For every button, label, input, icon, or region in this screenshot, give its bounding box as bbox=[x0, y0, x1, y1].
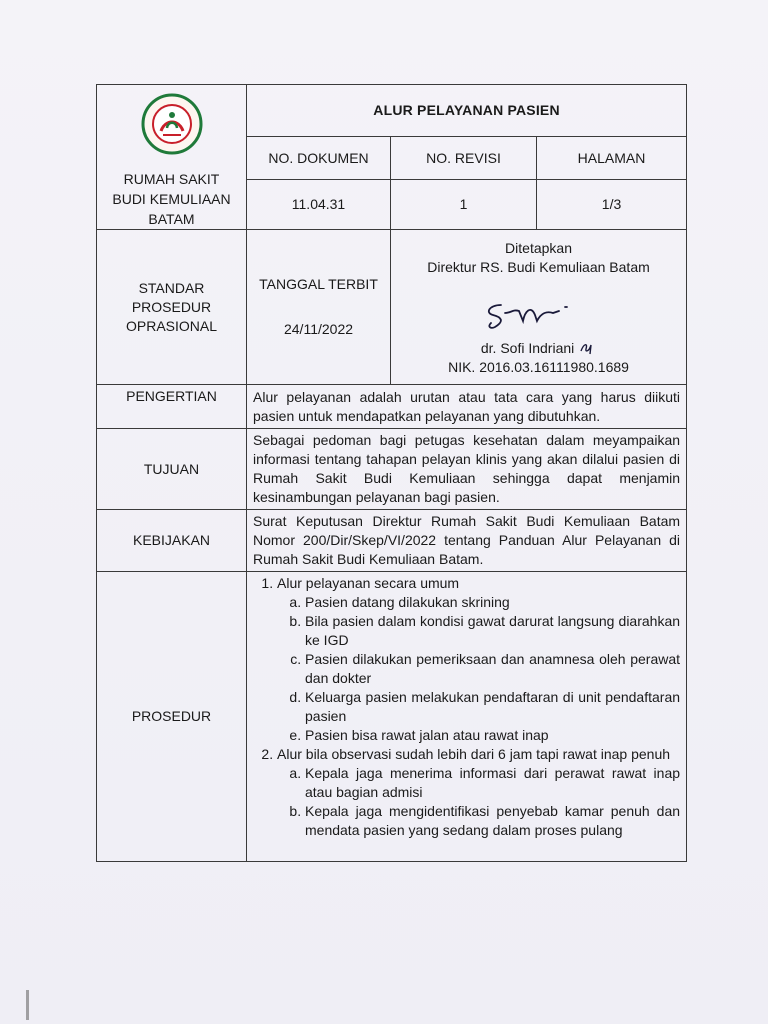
pengertian-text: Alur pelayanan adalah urutan atau tata cara yang harus diikuti pasien untuk mendapatkan pelayanan yang dibutuhkan. bbox=[247, 385, 687, 429]
director-signature bbox=[479, 291, 599, 337]
tujuan-label: TUJUAN bbox=[97, 429, 247, 510]
signer-nik: NIK. 2016.03.16111980.1689 bbox=[448, 359, 629, 375]
prosedur-step-1e: e. Pasien bisa rawat jalan atau rawat inap bbox=[305, 726, 680, 745]
direktur-text: Direktur RS. Budi Kemuliaan Batam bbox=[427, 259, 650, 275]
sop-label-line-2: PROSEDUR bbox=[131, 298, 212, 315]
tujuan-text: Sebagai pedoman bagi petugas kesehatan dalam meyampaikan informasi tentang tahapan pelayan klinis yang akan dilalui pasien di Rumah Sakit Budi Kemuliaan sehingga dapat menjamin kesinambungan pelayanan bagi pasien. bbox=[247, 429, 687, 510]
prosedur-step-1-sublist bbox=[277, 593, 680, 745]
halaman-value: 1/3 bbox=[537, 180, 687, 230]
prosedur-step-2-text: Alur bila observasi sudah lebih dari 6 jam tapi rawat inap penuh bbox=[277, 746, 671, 762]
no-dokumen-label: NO. DOKUMEN bbox=[247, 136, 391, 180]
no-revisi-value: 1 bbox=[391, 180, 537, 230]
prosedur-step-1b: b. Bila pasien dalam kondisi gawat darurat langsung diarahkan ke IGD bbox=[305, 612, 680, 650]
prosedur-content bbox=[247, 572, 687, 862]
hospital-name-line-1: RUMAH SAKIT bbox=[123, 171, 220, 187]
prosedur-step-1a: a. Pasien datang dilakukan skrining bbox=[305, 593, 680, 612]
hospital-name-line-2: BUDI KEMULIAAN bbox=[112, 191, 231, 207]
no-dokumen-value: 11.04.31 bbox=[247, 180, 391, 230]
signer-initial-mark bbox=[578, 339, 596, 355]
prosedur-step-1-text: Alur pelayanan secara umum bbox=[277, 575, 460, 591]
document-title: ALUR PELAYANAN PASIEN bbox=[247, 85, 687, 137]
halaman-label: HALAMAN bbox=[537, 136, 687, 180]
prosedur-label: PROSEDUR bbox=[97, 572, 247, 862]
kebijakan-label: KEBIJAKAN bbox=[97, 510, 247, 572]
ditetapkan-text: Ditetapkan bbox=[505, 240, 572, 256]
hospital-cell bbox=[97, 85, 247, 230]
prosedur-step-1d: d. Keluarga pasien melakukan pendaftaran di unit pendaftaran pasien bbox=[305, 688, 680, 726]
sop-label-line-1: STANDAR bbox=[138, 279, 205, 296]
kebijakan-text: Surat Keputusan Direktur Rumah Sakit Budi Kemuliaan Batam Nomor 200/Dir/Skep/VI/2022 tentang Panduan Alur Pelayanan di Rumah Sakit Budi Kemuliaan Batam. bbox=[247, 510, 687, 572]
hospital-logo bbox=[141, 93, 203, 155]
signature-cell bbox=[391, 230, 687, 385]
signer-line bbox=[395, 339, 682, 358]
hospital-name-line-3: BATAM bbox=[148, 211, 195, 227]
prosedur-step-1c: c. Pasien dilakukan pemeriksaan dan anamnesa oleh perawat dan dokter bbox=[305, 650, 680, 688]
no-revisi-label: NO. REVISI bbox=[391, 136, 537, 180]
prosedur-step-2-sublist bbox=[277, 764, 680, 840]
signer-name: dr. Sofi Indriani bbox=[480, 340, 575, 356]
scan-edge-mark bbox=[26, 990, 29, 1020]
tanggal-label: TANGGAL TERBIT bbox=[259, 276, 378, 292]
sop-label-cell bbox=[97, 230, 247, 385]
prosedur-step-2a: a. Kepala jaga menerima informasi dari perawat rawat inap atau bagian admisi bbox=[305, 764, 680, 802]
prosedur-step-1 bbox=[277, 574, 680, 745]
sop-label-line-3: OPRASIONAL bbox=[125, 317, 218, 334]
tanggal-value: 24/11/2022 bbox=[283, 321, 354, 337]
prosedur-step-2b: b. Kepala jaga mengidentifikasi penyebab kamar penuh dan mendata pasien yang sedang dalam proses pulang bbox=[305, 802, 680, 840]
prosedur-step-2 bbox=[277, 745, 680, 840]
sop-table bbox=[96, 84, 687, 862]
tanggal-cell bbox=[247, 230, 391, 385]
pengertian-label: PENGERTIAN bbox=[97, 385, 247, 429]
prosedur-list bbox=[253, 574, 680, 840]
